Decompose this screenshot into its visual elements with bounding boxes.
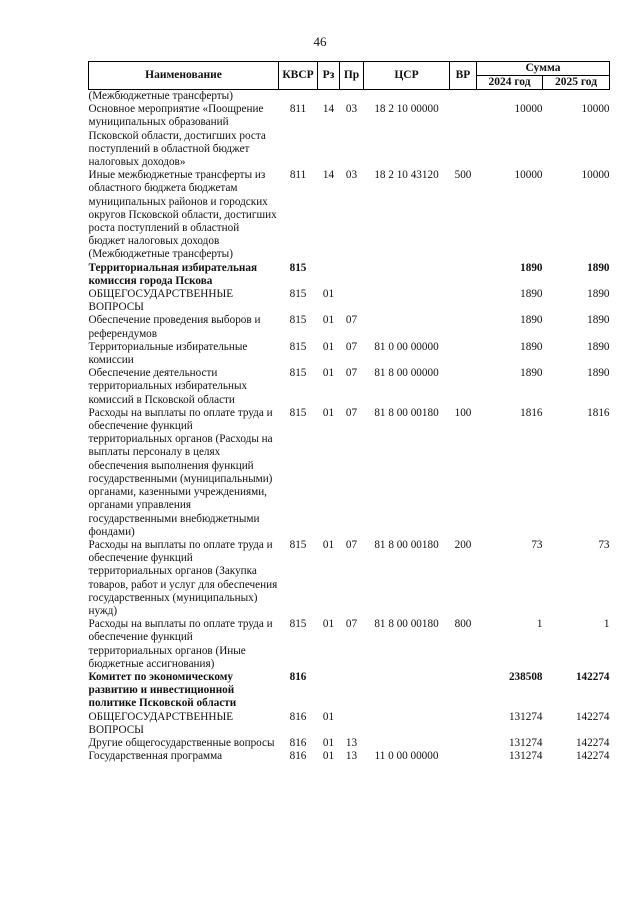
cell-csr [364, 671, 450, 711]
cell-kvsr: 815 [289, 340, 307, 353]
cell-amount-2024: 131274 [508, 736, 543, 749]
cell-name: Иные межбюджетные трансферты из областного бюджета бюджетам муниципальных районов и городских округов Псковской области, достигших роста поступлений в областной бюджет налоговых доходов (Межбюджетные трансферты) [88, 169, 277, 261]
cell-name: Основное мероприятие «Поощрение муниципальных образований Псковской области, достигших роста поступлений в областной бюджет налоговых доходов» [88, 103, 266, 169]
cell-amount-2024: 1890 [520, 261, 543, 274]
cell-pr: 07 [345, 340, 358, 353]
cell-rz: 01 [322, 538, 335, 551]
table-row [89, 539, 610, 618]
cell-amount-2025: 73 [598, 538, 610, 551]
cell-pr: 07 [345, 538, 358, 551]
cell-csr [364, 288, 450, 314]
cell-pr [340, 711, 364, 737]
cell-name: Расходы на выплаты по оплате труда и обеспечение функций территориальных органов (Закупка товаров, работ и услуг для обеспечения государственных (муниципальных) нужд) [88, 538, 278, 617]
cell-kvsr: 816 [289, 710, 307, 723]
header-rz: Рз [318, 62, 340, 90]
cell-kvsr: 815 [289, 367, 307, 380]
table-row [89, 618, 610, 671]
table-row [89, 90, 610, 104]
cell-pr [340, 671, 364, 711]
cell-csr [364, 711, 450, 737]
cell-amount-2025: 1816 [587, 406, 610, 419]
cell-name: Территориальная избирательная комиссия города Пскова [88, 261, 258, 287]
cell-kvsr: 811 [289, 103, 307, 116]
cell-name: ОБЩЕГОСУДАРСТВЕННЫЕ ВОПРОСЫ [88, 288, 234, 314]
header-name: Наименование [89, 62, 279, 90]
header-pr: Пр [340, 62, 364, 90]
cell-amount-2025: 142274 [575, 750, 610, 763]
cell-csr: 81 8 00 00180 [374, 406, 439, 419]
cell-pr: 07 [345, 406, 358, 419]
budget-table [88, 61, 610, 763]
cell-rz: 01 [322, 367, 335, 380]
cell-vr: 100 [454, 406, 472, 419]
cell-amount-2024: 238508 [508, 670, 543, 683]
cell-rz: 14 [322, 169, 335, 182]
cell-amount-2024: 1890 [520, 367, 543, 380]
cell-csr: 81 0 00 00000 [374, 340, 439, 353]
cell-name: Расходы на выплаты по оплате труда и обеспечение функций территориальных органов (Расходы на выплаты персоналу в целях обеспечения выполнения функций государственными (муниципальными) органами, казенными учреждениями, органами управления государственными внебюджетными фондами) [88, 406, 273, 538]
cell-pr [340, 90, 364, 104]
cell-name: Обеспечение проведения выборов и референдумов [88, 314, 261, 340]
table-row [89, 341, 610, 367]
cell-vr [450, 314, 477, 340]
cell-amount-2024: 10000 [514, 169, 543, 182]
table-row [89, 750, 610, 763]
cell-vr [450, 750, 477, 763]
cell-kvsr: 816 [289, 670, 307, 683]
cell-pr: 13 [345, 750, 358, 763]
cell-amount-2024: 1890 [520, 314, 543, 327]
cell-rz: 01 [322, 736, 335, 749]
header-year-2025: 2025 год [543, 76, 610, 90]
cell-vr [450, 367, 477, 407]
cell-amount-2024: 1 [536, 618, 543, 631]
table-row [89, 314, 610, 340]
cell-csr [364, 262, 450, 288]
cell-amount-2025: 1890 [587, 261, 610, 274]
table-row [89, 103, 610, 169]
cell-amount-2025: 10000 [581, 169, 610, 182]
cell-amount-2024: 1816 [520, 406, 543, 419]
cell-amount-2024: 131274 [508, 750, 543, 763]
cell-rz [318, 90, 340, 104]
cell-amount-2025 [543, 90, 610, 104]
cell-amount-2024: 131274 [508, 710, 543, 723]
cell-kvsr: 816 [289, 736, 307, 749]
cell-csr: 81 8 00 00180 [374, 538, 439, 551]
cell-name: Другие общегосударственные вопросы [88, 736, 275, 749]
cell-name: ОБЩЕГОСУДАРСТВЕННЫЕ ВОПРОСЫ [88, 710, 234, 736]
cell-kvsr: 815 [289, 288, 307, 301]
cell-amount-2024 [477, 90, 543, 104]
cell-vr [450, 288, 477, 314]
cell-amount-2025: 142274 [575, 710, 610, 723]
cell-vr: 200 [454, 538, 472, 551]
cell-csr [364, 314, 450, 340]
cell-name: Государственная программа [88, 750, 223, 763]
cell-kvsr: 815 [289, 314, 307, 327]
cell-kvsr: 816 [289, 750, 307, 763]
cell-amount-2024: 1890 [520, 340, 543, 353]
table-row [89, 367, 610, 407]
cell-amount-2025: 1890 [587, 367, 610, 380]
cell-amount-2025: 1890 [587, 288, 610, 301]
table-row [89, 671, 610, 711]
cell-amount-2025: 1890 [587, 340, 610, 353]
cell-amount-2024: 1890 [520, 288, 543, 301]
header-vr: ВР [450, 62, 477, 90]
cell-rz: 01 [322, 618, 335, 631]
cell-pr: 07 [345, 618, 358, 631]
cell-csr: 81 8 00 00180 [374, 618, 439, 631]
cell-vr [450, 341, 477, 367]
cell-amount-2025: 1890 [587, 314, 610, 327]
cell-pr: 03 [345, 103, 358, 116]
cell-rz: 01 [322, 750, 335, 763]
cell-csr [364, 90, 450, 104]
cell-pr: 07 [345, 314, 358, 327]
cell-vr [450, 262, 477, 288]
cell-pr [340, 288, 364, 314]
cell-csr [364, 737, 450, 750]
cell-rz [318, 671, 340, 711]
cell-pr [340, 262, 364, 288]
cell-name: Расходы на выплаты по оплате труда и обеспечение функций территориальных органов (Иные бюджетные ассигнования) [88, 618, 273, 670]
cell-name: Комитет по экономическому развитию и инвестиционной политике Псковской области [88, 670, 237, 710]
cell-vr: 800 [454, 618, 472, 631]
cell-rz: 01 [322, 314, 335, 327]
header-year-2024: 2024 год [477, 76, 543, 90]
table-row [89, 737, 610, 750]
cell-amount-2025: 142274 [575, 670, 610, 683]
table-row [89, 711, 610, 737]
table-row [89, 288, 610, 314]
header-csr: ЦСР [364, 62, 450, 90]
cell-kvsr: 815 [289, 538, 307, 551]
cell-pr: 13 [345, 736, 358, 749]
table-row [89, 407, 610, 539]
cell-rz [318, 262, 340, 288]
cell-name: Обеспечение деятельности территориальных избирательных комиссий в Псковской области [88, 367, 248, 406]
cell-vr [450, 103, 477, 169]
cell-rz: 01 [322, 288, 335, 301]
cell-kvsr: 815 [289, 618, 307, 631]
cell-pr: 07 [345, 367, 358, 380]
table-row [89, 169, 610, 261]
cell-name: (Межбюджетные трансферты) [88, 90, 233, 102]
cell-rz: 01 [322, 710, 335, 723]
cell-kvsr [279, 90, 318, 104]
cell-rz: 01 [322, 406, 335, 419]
cell-csr: 18 2 10 43120 [374, 169, 439, 182]
cell-csr: 18 2 10 00000 [374, 103, 439, 116]
cell-amount-2025: 1 [603, 618, 610, 631]
header-kvsr: КВСР [279, 62, 318, 90]
cell-vr [450, 90, 477, 104]
cell-amount-2025: 10000 [581, 103, 610, 116]
table-row [89, 262, 610, 288]
cell-kvsr: 815 [289, 406, 307, 419]
cell-csr: 11 0 00 00000 [374, 750, 439, 763]
cell-kvsr: 815 [289, 261, 307, 274]
cell-vr: 500 [454, 169, 472, 182]
cell-vr [450, 671, 477, 711]
cell-name: Территориальные избирательные комиссии [88, 340, 248, 367]
cell-amount-2024: 73 [531, 538, 543, 551]
cell-rz: 01 [322, 340, 335, 353]
header-sum: Сумма [477, 62, 610, 76]
cell-vr [450, 737, 477, 750]
cell-csr: 81 8 00 00000 [374, 367, 439, 380]
cell-pr: 03 [345, 169, 358, 182]
cell-amount-2024: 10000 [514, 103, 543, 116]
cell-amount-2025: 142274 [575, 736, 610, 749]
page-number: 46 [313, 34, 327, 49]
cell-vr [450, 711, 477, 737]
table-body [89, 90, 610, 764]
cell-rz: 14 [322, 103, 335, 116]
cell-kvsr: 811 [289, 169, 307, 182]
